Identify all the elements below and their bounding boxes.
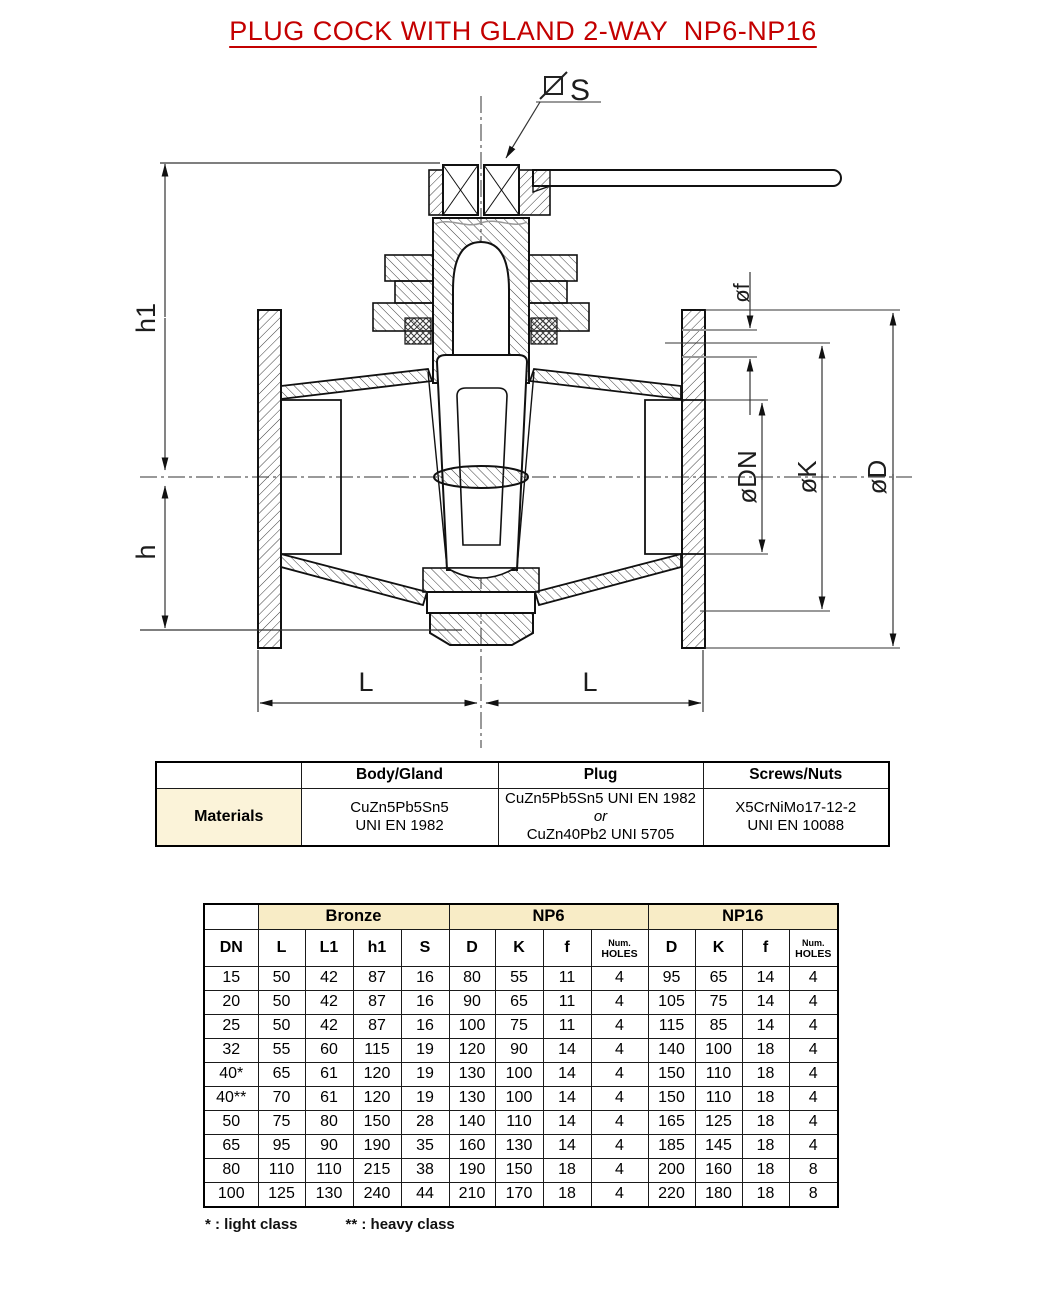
dims-group-np6: NP6: [449, 904, 648, 929]
dims-cell: 14: [543, 1134, 591, 1158]
dims-cell: 75: [495, 1014, 543, 1038]
dims-cell: 150: [353, 1110, 401, 1134]
dims-cell: 18: [543, 1158, 591, 1182]
dims-cell: 130: [495, 1134, 543, 1158]
bottom-boss: [423, 568, 539, 645]
dims-cell: 4: [789, 990, 838, 1014]
dims-col-k-np6: K: [495, 929, 543, 966]
dims-cell: 210: [449, 1182, 495, 1207]
dims-cell: 14: [742, 1014, 789, 1038]
dims-cell: 18: [742, 1038, 789, 1062]
dims-cell: 11: [543, 1014, 591, 1038]
dims-cell: 90: [449, 990, 495, 1014]
dims-cell: 11: [543, 990, 591, 1014]
dims-cell: 110: [258, 1158, 305, 1182]
dims-cell: 4: [789, 1110, 838, 1134]
dims-cell: 90: [305, 1134, 353, 1158]
dims-group-bronze: Bronze: [258, 904, 449, 929]
holes-label: HOLES: [601, 948, 638, 960]
dims-cell: 60: [305, 1038, 353, 1062]
dims-cell: 150: [495, 1158, 543, 1182]
materials-header-row: [156, 762, 889, 788]
dims-cell: 4: [591, 1014, 648, 1038]
footnote-light-class: * : light class: [205, 1216, 298, 1233]
dims-cell: 4: [591, 990, 648, 1014]
material-line: or: [593, 807, 608, 825]
dim-label-h: h: [131, 544, 161, 560]
dims-cell: 20: [204, 990, 258, 1014]
dims-cell: 50: [258, 990, 305, 1014]
dims-cell: 80: [204, 1158, 258, 1182]
materials-table: [155, 761, 890, 847]
material-line: UNI EN 1982: [355, 816, 444, 834]
material-line: CuZn5Pb5Sn5 UNI EN 1982: [505, 789, 696, 807]
dims-cell: 38: [401, 1158, 449, 1182]
materials-screws-nuts-value: [703, 788, 889, 846]
dims-cell: 50: [204, 1110, 258, 1134]
dims-cell: 14: [742, 990, 789, 1014]
plug-port: [434, 466, 528, 488]
dims-cell: 40**: [204, 1086, 258, 1110]
dims-cell: 28: [401, 1110, 449, 1134]
plug: [428, 355, 534, 570]
dims-cell: 14: [543, 1062, 591, 1086]
dims-cell: 42: [305, 1014, 353, 1038]
dims-cell: 95: [258, 1134, 305, 1158]
holes-label: HOLES: [795, 948, 832, 960]
page-title: PLUG COCK WITH GLAND 2-WAY NP6-NP16: [229, 16, 817, 46]
dims-cell: 42: [305, 966, 353, 990]
pipe-flange-left: [258, 310, 281, 648]
dims-cell: 55: [495, 966, 543, 990]
dim-label-f: øf: [729, 283, 754, 303]
material-line: X5CrNiMo17-12-2: [735, 798, 857, 816]
dims-cell: 15: [204, 966, 258, 990]
dims-cell: 8: [789, 1182, 838, 1207]
dims-cell: 125: [695, 1110, 742, 1134]
dims-cell: 4: [789, 1062, 838, 1086]
dims-cell: 16: [401, 966, 449, 990]
dims-cell: 4: [789, 1086, 838, 1110]
dim-label-l-left: L: [358, 667, 374, 697]
dims-cell: 140: [449, 1110, 495, 1134]
dims-cell: 65: [695, 966, 742, 990]
dims-cell: 61: [305, 1086, 353, 1110]
dims-cell: 4: [591, 1062, 648, 1086]
dims-cell: 100: [695, 1038, 742, 1062]
dims-cell: 4: [789, 1038, 838, 1062]
materials-col-plug: Plug: [498, 762, 703, 788]
dims-data-row: [204, 966, 838, 990]
dims-col-l: L: [258, 929, 305, 966]
dims-cell: 130: [449, 1086, 495, 1110]
dims-cell: 87: [353, 990, 401, 1014]
dims-cell: 16: [401, 1014, 449, 1038]
material-line: CuZn40Pb2 UNI 5705: [526, 826, 675, 844]
dim-label-l-right: L: [582, 667, 598, 697]
dims-cell: 190: [353, 1134, 401, 1158]
dims-cell: 19: [401, 1038, 449, 1062]
dims-data-row: [204, 1014, 838, 1038]
dims-cell: 4: [591, 1110, 648, 1134]
dims-group-np16: NP16: [648, 904, 838, 929]
dims-cell: 32: [204, 1038, 258, 1062]
dims-cell: 180: [695, 1182, 742, 1207]
dim-label-k: øK: [792, 460, 822, 494]
materials-blank-cell: [156, 762, 301, 788]
dim-label-h1: h1: [131, 302, 161, 334]
dims-cell: 4: [591, 1182, 648, 1207]
dims-col-l1: L1: [305, 929, 353, 966]
dims-cell: 18: [543, 1182, 591, 1207]
dims-cell: 215: [353, 1158, 401, 1182]
dims-cell: 50: [258, 966, 305, 990]
dims-cell: 87: [353, 1014, 401, 1038]
dims-col-d-np6: D: [449, 929, 495, 966]
dim-label-s: S: [570, 74, 591, 107]
dims-cell: 65: [204, 1134, 258, 1158]
dims-cell: 75: [258, 1110, 305, 1134]
footnotes: [205, 1216, 455, 1233]
dims-cell: 35: [401, 1134, 449, 1158]
dims-cell: 100: [449, 1014, 495, 1038]
dims-col-k-np16: K: [695, 929, 742, 966]
dims-cell: 120: [449, 1038, 495, 1062]
dims-cell: 14: [543, 1110, 591, 1134]
dims-cell: 4: [591, 1038, 648, 1062]
dims-col-f-np16: f: [742, 929, 789, 966]
dims-cell: 120: [353, 1062, 401, 1086]
dims-cell: 200: [648, 1158, 695, 1182]
dims-col-d-np16: D: [648, 929, 695, 966]
dims-cell: 18: [742, 1182, 789, 1207]
dims-cell: 120: [353, 1086, 401, 1110]
dims-cell: 220: [648, 1182, 695, 1207]
materials-col-screws-nuts: Screws/Nuts: [703, 762, 889, 788]
dims-cell: 40*: [204, 1062, 258, 1086]
dims-col-f-np6: f: [543, 929, 591, 966]
dims-data-row: [204, 1062, 838, 1086]
dims-cell: 18: [742, 1110, 789, 1134]
dims-cell: 150: [648, 1086, 695, 1110]
dims-cell: 11: [543, 966, 591, 990]
dims-cell: 18: [742, 1158, 789, 1182]
dims-col-dn: DN: [204, 929, 258, 966]
dims-cell: 115: [353, 1038, 401, 1062]
materials-row-label: Materials: [156, 788, 301, 846]
dims-cell: 170: [495, 1182, 543, 1207]
dims-cell: 145: [695, 1134, 742, 1158]
stem-nut: [429, 165, 550, 215]
dims-cell: 110: [495, 1110, 543, 1134]
dimensions-table: [203, 903, 839, 1208]
dims-cell: 19: [401, 1086, 449, 1110]
dims-cell: 42: [305, 990, 353, 1014]
dims-cell: 110: [305, 1158, 353, 1182]
dims-cell: 4: [789, 966, 838, 990]
dims-cell: 4: [591, 1158, 648, 1182]
dims-cell: 4: [591, 1134, 648, 1158]
dims-cell: 80: [449, 966, 495, 990]
dims-cell: 160: [695, 1158, 742, 1182]
dims-cell: 18: [742, 1134, 789, 1158]
dims-col-h1: h1: [353, 929, 401, 966]
dims-cell: 100: [495, 1086, 543, 1110]
dims-group-header-row: [204, 904, 838, 929]
dims-data-row: [204, 990, 838, 1014]
dims-cell: 4: [591, 966, 648, 990]
dims-cell: 100: [204, 1182, 258, 1207]
dims-col-holes-np16: [789, 929, 838, 966]
dims-cell: 150: [648, 1062, 695, 1086]
dims-cell: 100: [495, 1062, 543, 1086]
dims-cell: 110: [695, 1086, 742, 1110]
dims-cell: 61: [305, 1062, 353, 1086]
dims-col-holes-np6: [591, 929, 648, 966]
dims-cell: 75: [695, 990, 742, 1014]
material-line: CuZn5Pb5Sn5: [350, 798, 449, 816]
handle-lever: [533, 170, 841, 192]
dims-cell: 50: [258, 1014, 305, 1038]
dims-data-row: [204, 1134, 838, 1158]
dims-cell: 110: [695, 1062, 742, 1086]
materials-data-row: [156, 788, 889, 846]
dims-cell: 160: [449, 1134, 495, 1158]
dims-cell: 18: [742, 1062, 789, 1086]
dims-cell: 4: [789, 1134, 838, 1158]
dims-cell: 130: [305, 1182, 353, 1207]
dims-cell: 16: [401, 990, 449, 1014]
dims-cell: 14: [543, 1038, 591, 1062]
dims-cell: 85: [695, 1014, 742, 1038]
dims-cell: 44: [401, 1182, 449, 1207]
dims-cell: 185: [648, 1134, 695, 1158]
dims-cell: 80: [305, 1110, 353, 1134]
footnote-heavy-class: ** : heavy class: [345, 1216, 455, 1233]
dims-col-s: S: [401, 929, 449, 966]
dims-cell: 18: [742, 1086, 789, 1110]
dims-cell: 87: [353, 966, 401, 990]
dims-data-row: [204, 1086, 838, 1110]
dims-cell: 65: [495, 990, 543, 1014]
dims-cell: 70: [258, 1086, 305, 1110]
num-label: Num.: [802, 938, 825, 948]
dims-cell: 19: [401, 1062, 449, 1086]
dim-label-dn: øDN: [732, 450, 762, 504]
dims-blank-cell: [204, 904, 258, 929]
dims-cell: 190: [449, 1158, 495, 1182]
dimension-square-s: [506, 72, 601, 158]
dims-data-row: [204, 1038, 838, 1062]
materials-plug-value: [498, 788, 703, 846]
dims-cell: 55: [258, 1038, 305, 1062]
dims-cell: 4: [591, 1086, 648, 1110]
dims-cell: 105: [648, 990, 695, 1014]
dims-data-row: [204, 1110, 838, 1134]
dims-cell: 4: [789, 1014, 838, 1038]
material-line: UNI EN 10088: [747, 816, 845, 834]
dims-cell: 65: [258, 1062, 305, 1086]
num-label: Num.: [608, 938, 631, 948]
dims-cell: 8: [789, 1158, 838, 1182]
dims-cell: 125: [258, 1182, 305, 1207]
dims-cell: 165: [648, 1110, 695, 1134]
dims-cell: 140: [648, 1038, 695, 1062]
dims-cell: 115: [648, 1014, 695, 1038]
dims-cell: 25: [204, 1014, 258, 1038]
materials-col-body-gland: Body/Gland: [301, 762, 498, 788]
materials-body-gland-value: [301, 788, 498, 846]
dims-cell: 14: [742, 966, 789, 990]
dims-column-header-row: [204, 929, 838, 966]
dims-data-row: [204, 1182, 838, 1207]
pipe-flange-right: [682, 310, 705, 648]
dims-cell: 90: [495, 1038, 543, 1062]
dims-cell: 95: [648, 966, 695, 990]
dims-cell: 14: [543, 1086, 591, 1110]
dims-cell: 130: [449, 1062, 495, 1086]
dims-data-row: [204, 1158, 838, 1182]
dim-label-d: øD: [862, 459, 892, 495]
dims-cell: 240: [353, 1182, 401, 1207]
